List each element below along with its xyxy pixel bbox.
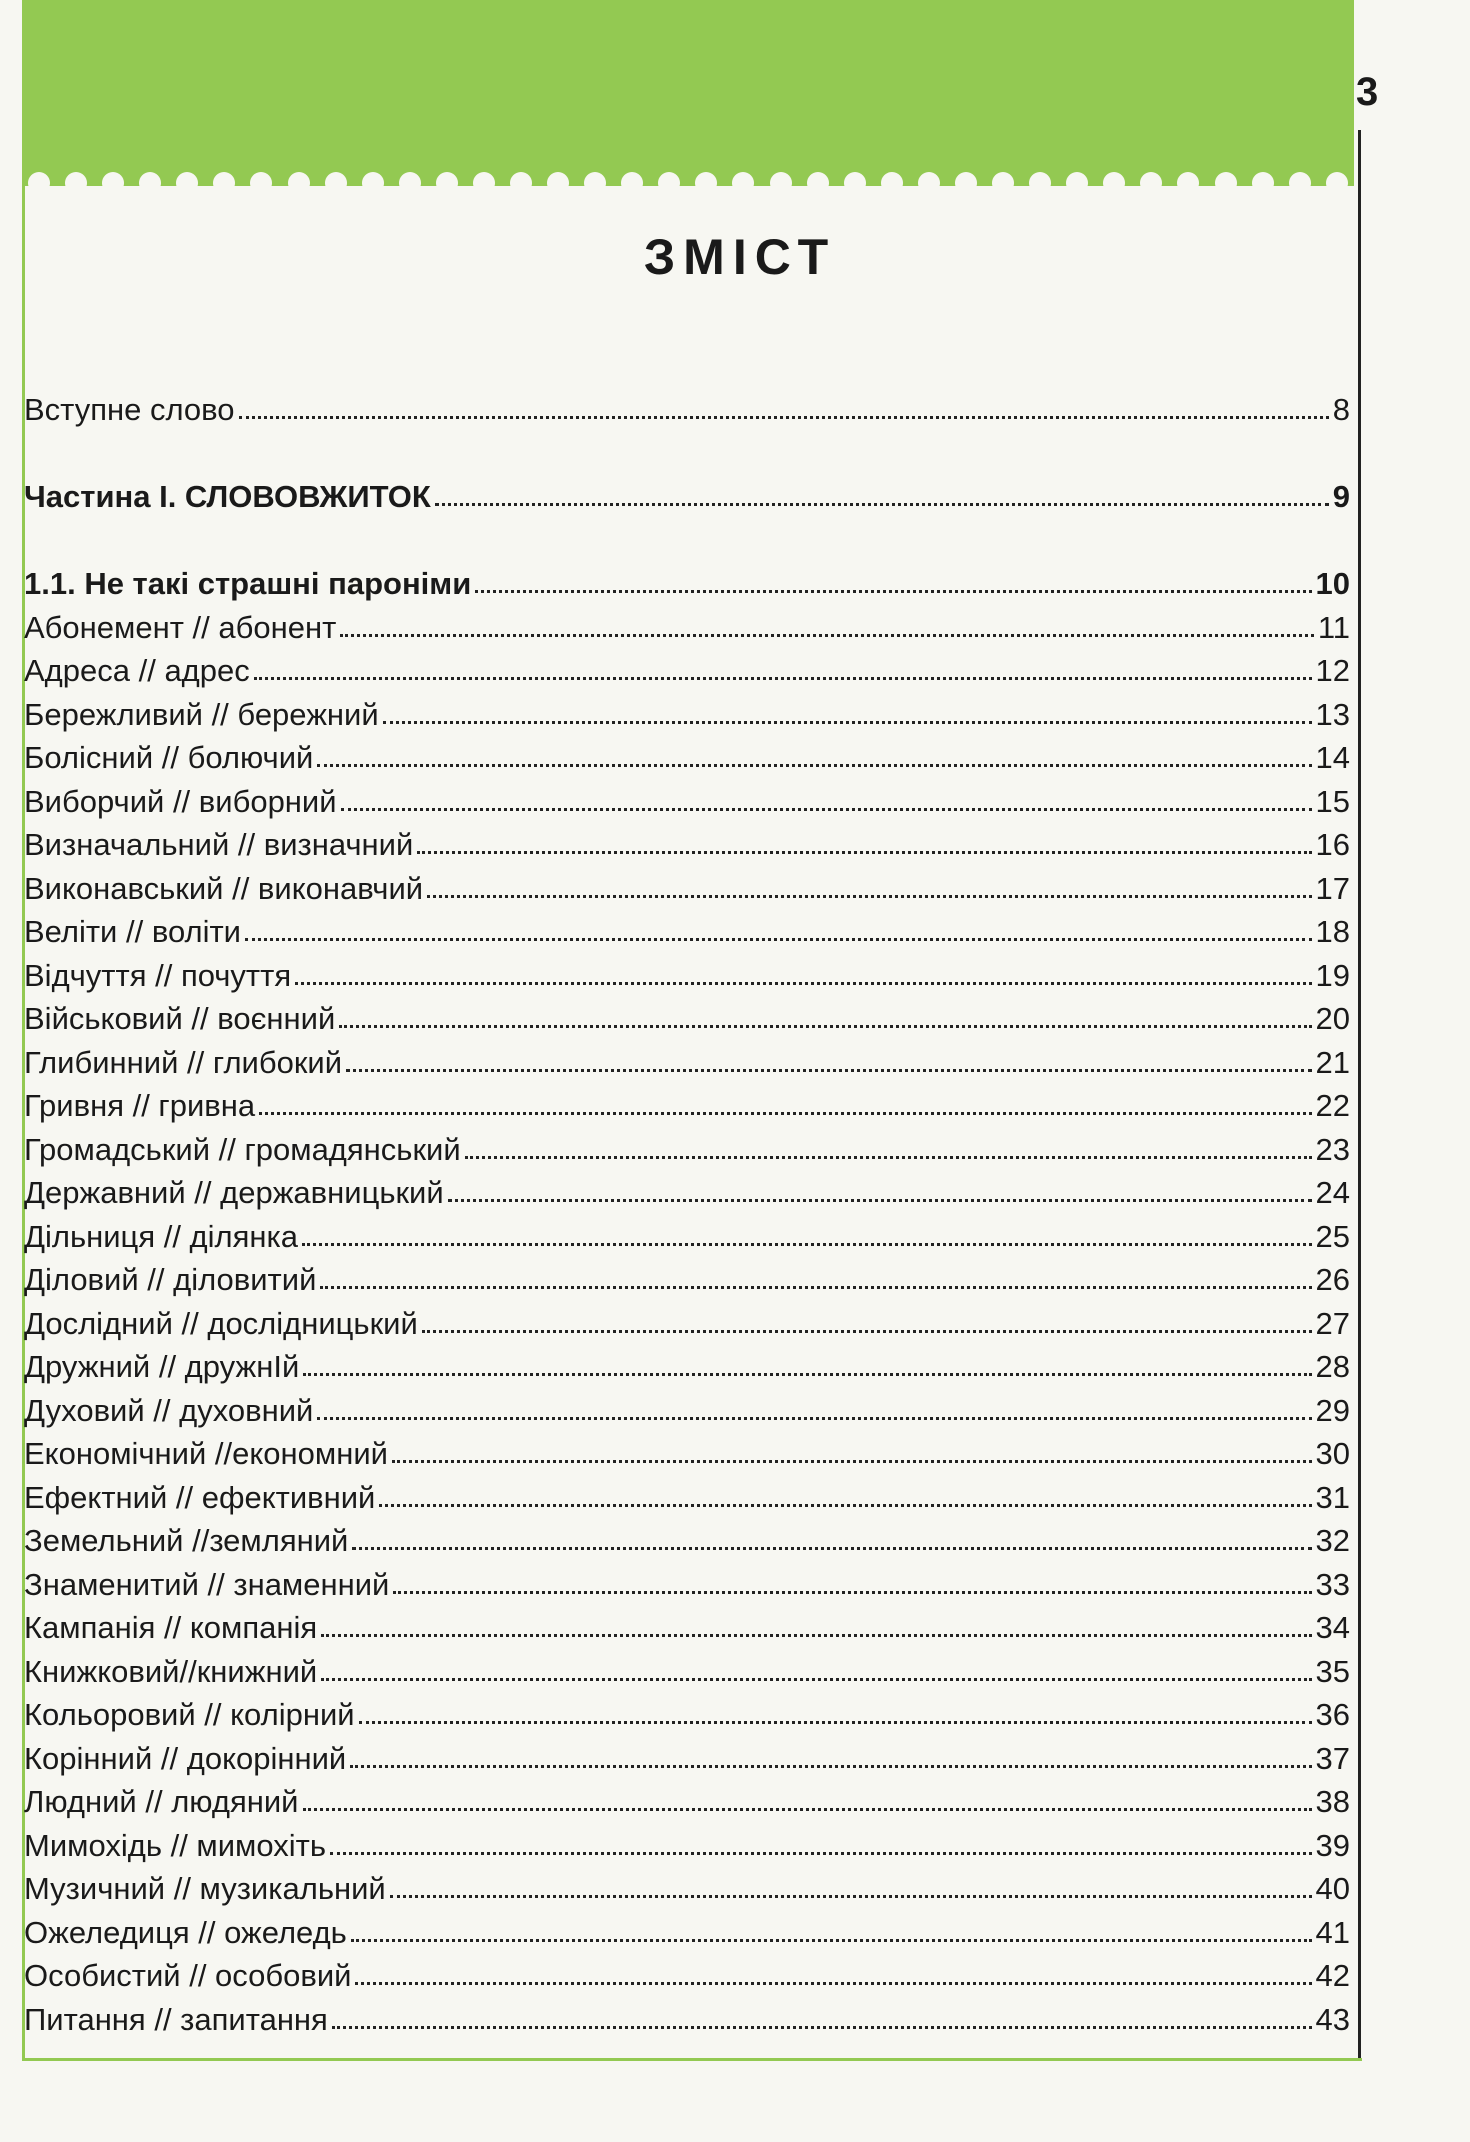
scallop-dot [473,172,495,186]
toc-entry-page: 21 [1315,1044,1350,1080]
toc-entry-label: Дільниця // ділянка [24,1218,299,1254]
toc-entry[interactable] [24,780,1350,824]
dot-leader [435,503,1329,506]
toc-entry-label: Духовий // духовний [24,1392,314,1428]
dot-leader [330,1852,1312,1855]
toc-entry-label: Кампанія // компанія [24,1610,318,1645]
toc-entry[interactable] [24,1215,1350,1259]
dot-leader [350,1765,1311,1768]
dot-leader [392,1460,1312,1463]
toc-entry[interactable] [24,649,1350,693]
scallop-dot [881,172,903,186]
toc-entry[interactable] [24,1258,1350,1302]
frame-bottom-rule [22,2058,1362,2061]
toc-spacer [24,432,1350,476]
toc-entry-label: Визначальний // визначний [24,827,414,862]
toc-entry-page: 26 [1315,1262,1350,1297]
dot-leader [321,1634,1311,1637]
scallop-dot [1289,172,1311,186]
toc-entry-page: 29 [1315,1392,1350,1428]
scallop-dot [325,172,347,186]
scallop-dot [213,172,235,186]
toc-entry-label: 1.1. Не такі страшні пароніми [24,566,472,601]
toc-entry-page: 38 [1315,1784,1350,1819]
scallop-dot [547,172,569,186]
toc-entry-page: 40 [1315,1871,1350,1906]
scallop-dot [955,172,977,186]
scallop-dot [288,172,310,186]
toc-entry-page: 11 [1317,609,1350,645]
dot-leader [393,1591,1311,1594]
toc-entry-label: Адреса // адрес [24,653,250,688]
toc-entry-page: 9 [1332,479,1350,514]
toc-entry-page: 12 [1315,653,1350,688]
toc-entry-page: 25 [1315,1218,1350,1254]
toc-entry-label: Музичний // музикальний [24,1871,386,1906]
dot-leader [341,808,1312,811]
toc-entry-page: 42 [1315,1958,1350,1993]
toc-entry-page: 23 [1315,1131,1350,1167]
toc-entry[interactable] [24,1867,1350,1911]
dot-leader [302,1243,1312,1246]
toc-entry[interactable] [24,388,1350,432]
toc-entry-label: Відчуття // почуття [24,957,292,993]
toc-entry[interactable] [24,1345,1350,1389]
toc-entry[interactable] [24,1563,1350,1607]
toc-entry-page: 24 [1315,1175,1350,1210]
toc-entry[interactable] [24,910,1350,954]
scallop-dot [1326,172,1348,186]
toc-entry[interactable] [24,1606,1350,1650]
toc-entry-label: Частина І. СЛОВОВЖИТОК [24,479,431,514]
dot-leader [303,1373,1311,1376]
toc-entry[interactable] [24,1737,1350,1781]
toc-entry-label: Абонемент // абонент [24,609,337,645]
toc-entry-page: 15 [1315,783,1350,819]
dot-leader [465,1156,1312,1159]
toc-entry-page: 28 [1315,1349,1350,1384]
toc-entry-page: 39 [1315,1827,1350,1863]
toc-entry-page: 35 [1315,1653,1350,1689]
toc-entry-label: Гривня // гривна [24,1088,256,1123]
toc-entry-label: Виконавський // виконавчий [24,870,424,906]
dot-leader [317,1417,1311,1420]
scalloped-edge [22,172,1354,186]
dot-leader [355,1982,1311,1985]
dot-leader [254,677,1312,680]
header-green-band [22,0,1354,186]
toc-entry-page: 22 [1315,1088,1350,1123]
toc-entry-label: Корінний // докорінний [24,1740,347,1776]
toc-entry-page: 27 [1315,1305,1350,1341]
toc-entry-label: Діловий // діловитий [24,1262,317,1297]
toc-entry[interactable] [24,1824,1350,1868]
toc-entry-label: Питання // запитання [24,2001,328,2037]
toc-entry-page: 31 [1315,1479,1350,1515]
scallop-dot [176,172,198,186]
scallop-dot [1252,172,1274,186]
dot-leader [317,764,1311,767]
dot-leader [320,1286,1311,1289]
dot-leader [351,1939,1312,1942]
toc-entry[interactable] [24,997,1350,1041]
scallop-dot [770,172,792,186]
toc-entry-label: Державний // державницький [24,1175,444,1210]
table-of-contents [24,388,1350,2041]
toc-entry-page: 13 [1315,696,1350,732]
dot-leader [383,721,1312,724]
scallop-dot [621,172,643,186]
scallop-dot [807,172,829,186]
toc-entry-label: Болісний // болючий [24,740,314,775]
toc-entry-page: 19 [1315,957,1350,993]
toc-entry-label: Мимохідь // мимохіть [24,1827,326,1863]
toc-entry-page: 30 [1315,1436,1350,1471]
toc-entry[interactable] [24,1780,1350,1824]
toc-entry-page: 43 [1315,2001,1350,2037]
toc-entry[interactable] [24,736,1350,780]
scallop-dot [1215,172,1237,186]
dot-leader [332,2026,1312,2029]
toc-entry-page: 16 [1315,827,1350,862]
toc-entry-page: 14 [1315,740,1350,775]
scallop-dot [844,172,866,186]
dot-leader [352,1547,1311,1550]
toc-entry-label: Особистий // особовий [24,1958,352,1993]
dot-leader [346,1069,1311,1072]
toc-entry[interactable] [24,693,1350,737]
dot-leader [475,590,1311,593]
toc-entry-label: Людний // людяний [24,1784,299,1819]
dot-leader [259,1112,1311,1115]
scallop-dot [1066,172,1088,186]
dot-leader [245,938,1312,941]
toc-entry-label: Бережливий // бережний [24,696,379,732]
toc-entry[interactable] [24,1911,1350,1955]
scallop-dot [918,172,940,186]
scallop-dot [436,172,458,186]
toc-entry-page: 32 [1315,1523,1350,1558]
toc-entry[interactable] [24,562,1350,606]
dot-leader [295,982,1311,985]
toc-entry-page: 8 [1332,392,1350,427]
toc-entry[interactable] [24,1084,1350,1128]
dot-leader [448,1199,1312,1202]
toc-entry-label: Громадський // громадянський [24,1131,461,1167]
toc-entry[interactable] [24,823,1350,867]
scallop-dot [28,172,50,186]
scallop-dot [102,172,124,186]
toc-entry-label: Ефектний // ефективний [24,1479,376,1515]
dot-leader [422,1330,1312,1333]
toc-entry[interactable] [24,867,1350,911]
dot-leader [340,634,1314,637]
page-title: ЗМІСТ [643,229,837,285]
dot-leader [239,416,1329,419]
scallop-dot [1029,172,1051,186]
toc-entry[interactable] [24,1302,1350,1346]
dot-leader [339,1025,1311,1028]
toc-entry[interactable] [24,475,1350,519]
toc-entry[interactable] [24,1519,1350,1563]
toc-entry-label: Вступне слово [24,392,235,427]
toc-entry-label: Веліти // воліти [24,914,241,949]
scallop-dot [658,172,680,186]
toc-entry[interactable] [24,1650,1350,1694]
toc-entry-label: Книжковий//книжний [24,1653,318,1689]
toc-entry-label: Дружний // дружнІй [24,1349,300,1384]
scallop-dot [250,172,272,186]
toc-entry[interactable] [24,1041,1350,1085]
toc-entry-label: Земельний //земляний [24,1523,349,1558]
toc-entry-label: Військовий // воєнний [24,1001,336,1036]
toc-entry-label: Глибинний // глибокий [24,1044,343,1080]
toc-entry[interactable] [24,1171,1350,1215]
toc-entry[interactable] [24,1128,1350,1172]
toc-entry-label: Кольоровий // колірний [24,1697,355,1732]
scallop-dot [992,172,1014,186]
toc-entry[interactable] [24,954,1350,998]
scallop-dot [732,172,754,186]
scallop-dot [65,172,87,186]
dot-leader [379,1504,1311,1507]
toc-entry-page: 36 [1315,1697,1350,1732]
scallop-dot [584,172,606,186]
toc-entry[interactable] [24,606,1350,650]
toc-entry-page: 17 [1315,870,1350,906]
toc-entry-page: 20 [1315,1001,1350,1036]
scallop-dot [139,172,161,186]
toc-entry[interactable] [24,1954,1350,1998]
toc-entry-label: Дослідний // дослідницький [24,1305,418,1341]
dot-leader [359,1721,1312,1724]
dot-leader [417,851,1311,854]
dot-leader [321,1678,1311,1681]
scallop-dot [695,172,717,186]
toc-entry-page: 10 [1315,566,1350,601]
scallop-dot [399,172,421,186]
dot-leader [303,1808,1312,1811]
toc-entry-label: Знаменитий // знаменний [24,1566,390,1602]
toc-entry[interactable] [24,1998,1350,2042]
toc-entry-label: Економічний //економний [24,1436,388,1471]
toc-entry-page: 18 [1315,914,1350,949]
toc-entry-page: 37 [1315,1740,1350,1776]
toc-spacer [24,519,1350,563]
toc-entry[interactable] [24,1693,1350,1737]
toc-entry-label: Виборчий // виборний [24,783,337,819]
dot-leader [390,1895,1312,1898]
toc-entry[interactable] [24,1432,1350,1476]
scallop-dot [1177,172,1199,186]
toc-entry-page: 33 [1315,1566,1350,1602]
toc-entry-label: Ожеледиця // ожеледь [24,1914,347,1950]
scallop-dot [1140,172,1162,186]
scallop-dot [510,172,532,186]
toc-entry-page: 41 [1315,1914,1350,1950]
scallop-dot [362,172,384,186]
frame-right-rule [1358,130,1361,2060]
toc-entry[interactable] [24,1476,1350,1520]
toc-entry-page: 34 [1315,1610,1350,1645]
toc-entry[interactable] [24,1389,1350,1433]
scallop-dot [1103,172,1125,186]
dot-leader [427,895,1311,898]
page-number: 3 [1356,70,1379,114]
